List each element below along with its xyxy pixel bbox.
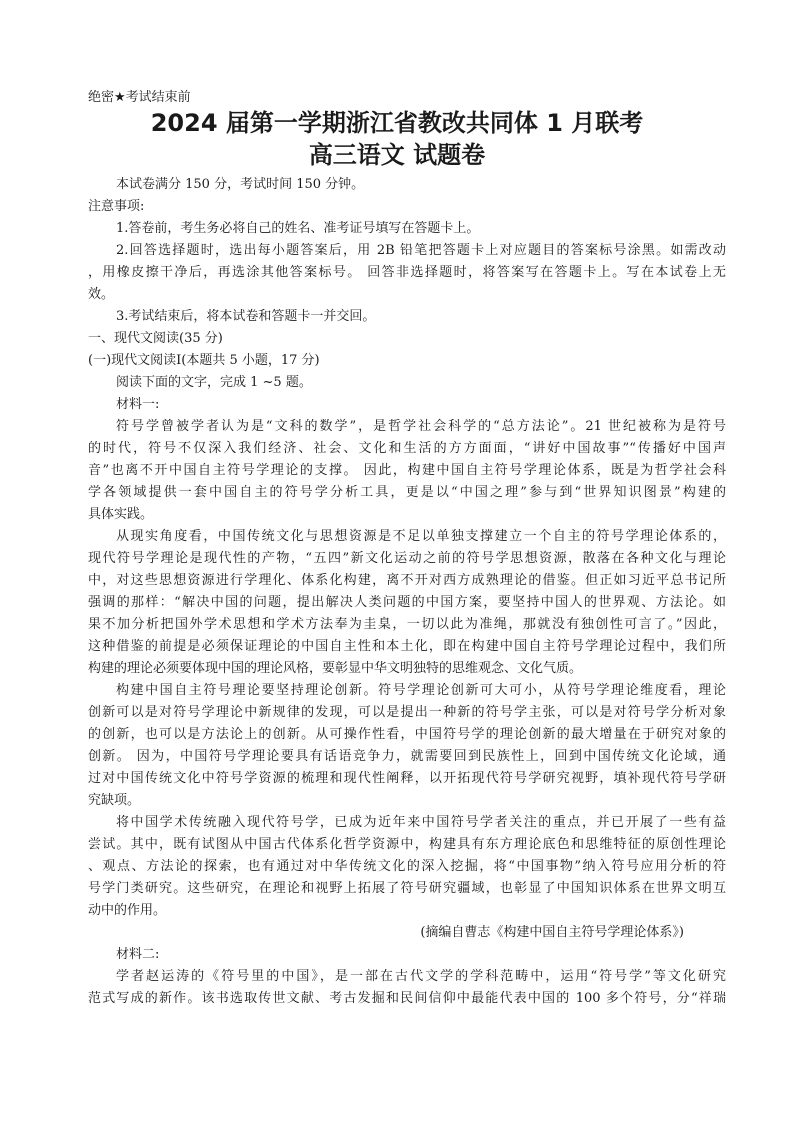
text-line: 创新。 因为，中国符号学理论要具有话语竞争力，就需要回到民族性上，回到中国传统文化论域，通 bbox=[88, 749, 726, 764]
exam-subtitle: 高三语文 试题卷 bbox=[308, 141, 486, 169]
text-line: 1.答卷前，考生务必将自己的姓名、准考证号填写在答题卡上。 bbox=[116, 221, 480, 236]
text-line: 现代符号学理论是现代性的产物，“五四”新文化运动之前的符号学思想资源，散落在各种文化与理论 bbox=[88, 551, 726, 566]
text-line: 效。 bbox=[88, 287, 115, 302]
exam-title: 2024 届第一学期浙江省教改共同体 1 月联考 bbox=[150, 109, 644, 137]
text-line: 本试卷满分 150 分，考试时间 150 分钟。 bbox=[116, 177, 365, 192]
text-line: 符号学曾被学者认为是“文科的数学”，是哲学社会科学的“总方法论”。21 世纪被称为是符号 bbox=[116, 419, 726, 434]
text-line: 学各领域提供一套中国自主的符号学分析工具，更是以“中国之理”参与到“世界知识图景”构建的 bbox=[88, 485, 726, 500]
text-line: 尝试。其中，既有试图从中国古代体系化哲学资源中，构建具有东方理论底色和思维特征的原创性理论 bbox=[88, 837, 726, 852]
text-line: 创新可以是对符号学理论中新规律的发现，可以是提出一种新的符号学主张，可以是对符号学分析对象 bbox=[88, 705, 726, 720]
text-line: 阅读下面的文字，完成 1 ~5 题。 bbox=[116, 375, 312, 390]
confidential-mark: 绝密★考试结束前 bbox=[88, 90, 191, 105]
text-line: 音”也离不开中国自主符号学理论的支撑。 因此，构建中国自主符号学理论体系，既是为哲学社会科 bbox=[88, 463, 726, 478]
text-line: 从现实角度看，中国传统文化与思想资源是不足以单独支撑建立一个自主的符号学理论体系的， bbox=[116, 529, 726, 544]
text-line: 过对中国传统文化中符号学资源的梳理和现代性阐释，以开拓现代符号学研究视野，填补现代符号学研 bbox=[88, 771, 726, 786]
text-line: (一)现代文阅读Ⅰ(本题共 5 小题，17 分) bbox=[88, 353, 320, 368]
text-line: 范式写成的新作。该书选取传世文献、考古发掘和民间信仰中最能代表中国的 100 多个符号，分“祥瑞 bbox=[88, 991, 726, 1006]
text-line: 、观点、方法论的探索，也有通过对中华传统文化的深入挖掘，将“中国事物”纳入符号应用分析的符 bbox=[88, 859, 726, 874]
text-line: 动中的作用。 bbox=[88, 903, 167, 918]
text-line: 的时代，符号不仅深入我们经济、社会、文化和生活的方方面面，“讲好中国故事”“传播好中国声 bbox=[88, 441, 726, 456]
text-line: 3.考试结束后，将本试卷和答题卡一并交回。 bbox=[116, 309, 376, 324]
text-line: 构建中国自主符号理论要坚持理论创新。符号学理论创新可大可小，从符号学理论维度看，理论 bbox=[116, 683, 726, 698]
exam-body-text bbox=[88, 174, 726, 1010]
text-line: 材料二: bbox=[116, 947, 160, 962]
text-line: 将中国学术传统融入现代符号学，已成为近年来中国符号学者关注的重点，并已开展了一些有益 bbox=[116, 815, 726, 830]
text-line: 学者赵运涛的《符号里的中国》，是一部在古代文学的学科范畴中，运用“符号学”等文化研究 bbox=[116, 969, 726, 984]
text-line: ，用橡皮擦干净后，再选涂其他答案标号。 回答非选择题时，将答案写在答题卡上。写在本试卷上无 bbox=[88, 265, 726, 280]
text-line: 强调的那样：“解决中国的问题，提出解决人类问题的中国方案，要坚持中国人的世界观、方法论。如 bbox=[88, 595, 726, 610]
text-line: 究缺项。 bbox=[88, 793, 141, 808]
text-line: 具体实践。 bbox=[88, 507, 154, 522]
text-line: 号学门类研究。这些研究，在理论和视野上拓展了符号研究疆域，也彰显了中国知识体系在世界文明互 bbox=[88, 881, 726, 896]
text-line: 2.回答选择题时，选出每小题答案后，用 2B 铅笔把答题卡上对应题目的答案标号涂黑。如需改动 bbox=[116, 243, 726, 258]
source-citation: (摘编自曹志《构建中国自主符号学理论体系》) bbox=[420, 925, 684, 940]
text-line: 中，对这些思想资源进行学理化、体系化构建，离不开对西方成熟理论的借鉴。但正如习近平总书记所 bbox=[88, 573, 726, 588]
text-line: 材料一: bbox=[116, 397, 160, 412]
text-line: 果不加分析把国外学术思想和学术方法奉为圭臬，一切以此为准绳，那就没有独创性可言了。”因此， bbox=[88, 617, 726, 632]
text-line: 构建的理论必须要体现中国的理论风格，要彰显中华文明独特的思维观念、文化气质。 bbox=[88, 661, 583, 676]
text-line: 一、现代文阅读(35 分) bbox=[88, 331, 223, 346]
text-line: 注意事项: bbox=[88, 199, 145, 214]
text-line: 这种借鉴的前提是必须保证理论的中国自主性和本土化，即在构建中国自主符号学理论过程中，我们所 bbox=[88, 639, 726, 654]
text-line: 的创新，也可以是方法论上的创新。从可操作性看，中国符号学的理论创新的最大增量在于研究对象的 bbox=[88, 727, 726, 742]
